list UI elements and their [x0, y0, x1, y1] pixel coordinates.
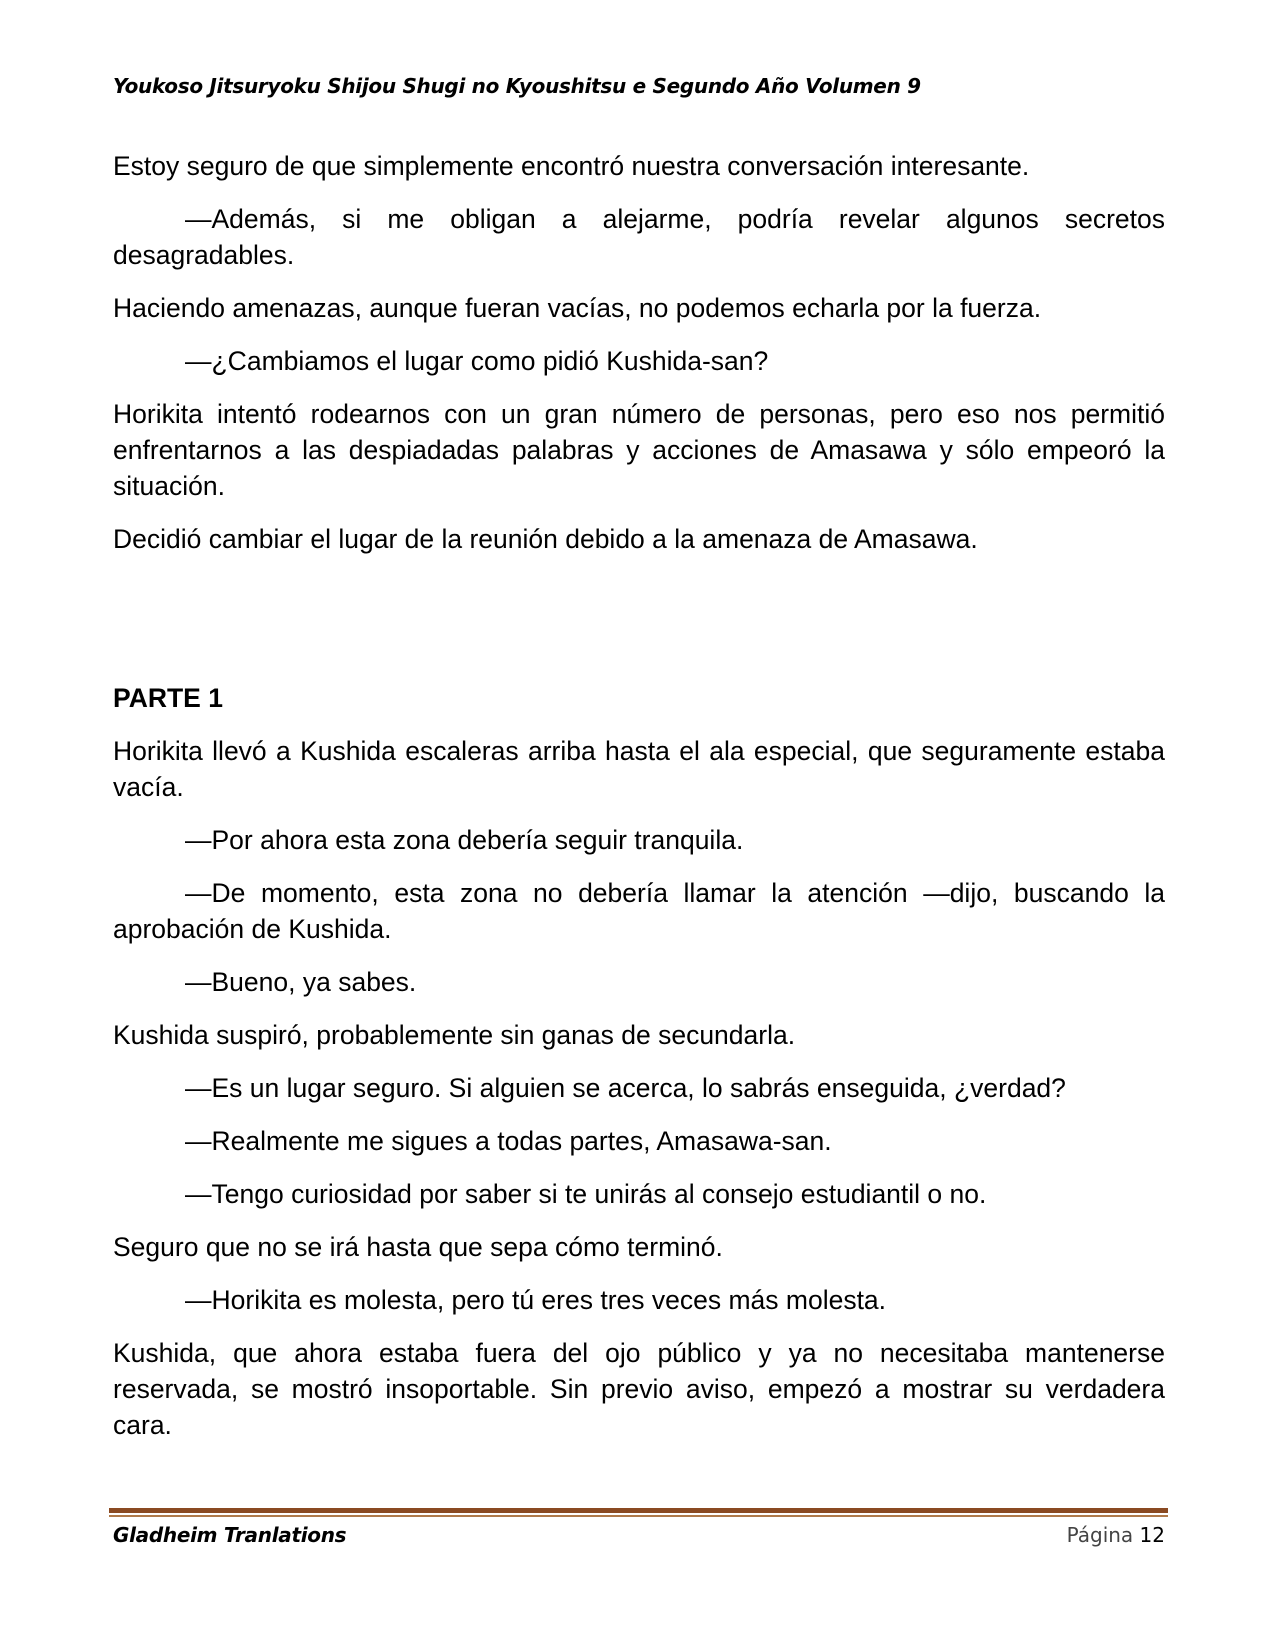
paragraphs-before-section [113, 148, 1165, 557]
paragraph: Kushida suspiró, probablemente sin ganas de secundarla. [113, 1020, 796, 1050]
page-number: 12 [1139, 1523, 1165, 1547]
paragraph: —¿Cambiamos el lugar como pidió Kushida-san? [185, 346, 769, 376]
paragraphs-after-section [113, 733, 1165, 1443]
paragraph: —Además, si me obligan a alejarme, podría revelar algunos secretos desagradables. [113, 204, 1165, 270]
paragraph: Kushida, que ahora estaba fuera del ojo público y ya no necesitaba mantenerse reservada, se mostró insoportable. Sin previo aviso, empezó a mostrar su verdadera cara. [113, 1338, 1165, 1440]
paragraph: Horikita intentó rodearnos con un gran número de personas, pero eso nos permitió enfrentarnos a las despiadadas palabras y acciones de Amasawa y sólo empeoró la situación. [113, 399, 1165, 501]
footer-credit: Gladheim Tranlations [113, 1523, 347, 1547]
paragraph: —Bueno, ya sabes. [185, 967, 417, 997]
section-heading: PARTE 1 [113, 683, 223, 713]
section-spacer [113, 574, 1165, 680]
footer-rule-thick [109, 1508, 1168, 1513]
paragraph: Estoy seguro de que simplemente encontró nuestra conversación interesante. [113, 151, 1030, 181]
paragraph: —Horikita es molesta, pero tú eres tres veces más molesta. [185, 1285, 887, 1315]
paragraph: Haciendo amenazas, aunque fueran vacías, no podemos echarla por la fuerza. [113, 293, 1042, 323]
paragraph: Decidió cambiar el lugar de la reunión debido a la amenaza de Amasawa. [113, 524, 978, 554]
paragraph: Seguro que no se irá hasta que sepa cómo terminó. [113, 1232, 723, 1262]
footer-rule-thin [109, 1515, 1168, 1517]
page-label: Página [1066, 1523, 1134, 1547]
running-header: Youkoso Jitsuryoku Shijou Shugi no Kyoushitsu e Segundo Año Volumen 9 [113, 74, 921, 98]
paragraph: Horikita llevó a Kushida escaleras arriba hasta el ala especial, que seguramente estaba vacía. [113, 736, 1165, 802]
paragraph: —Realmente me sigues a todas partes, Amasawa-san. [185, 1126, 832, 1156]
page-number-label [1067, 1523, 1165, 1547]
page-body [113, 148, 1165, 1460]
paragraph: —De momento, esta zona no debería llamar la atención —dijo, buscando la aprobación de Kushida. [113, 878, 1165, 944]
paragraph: —Por ahora esta zona debería seguir tranquila. [185, 825, 744, 855]
paragraph: —Es un lugar seguro. Si alguien se acerca, lo sabrás enseguida, ¿verdad? [185, 1073, 1066, 1103]
paragraph: —Tengo curiosidad por saber si te unirás al consejo estudiantil o no. [185, 1179, 987, 1209]
